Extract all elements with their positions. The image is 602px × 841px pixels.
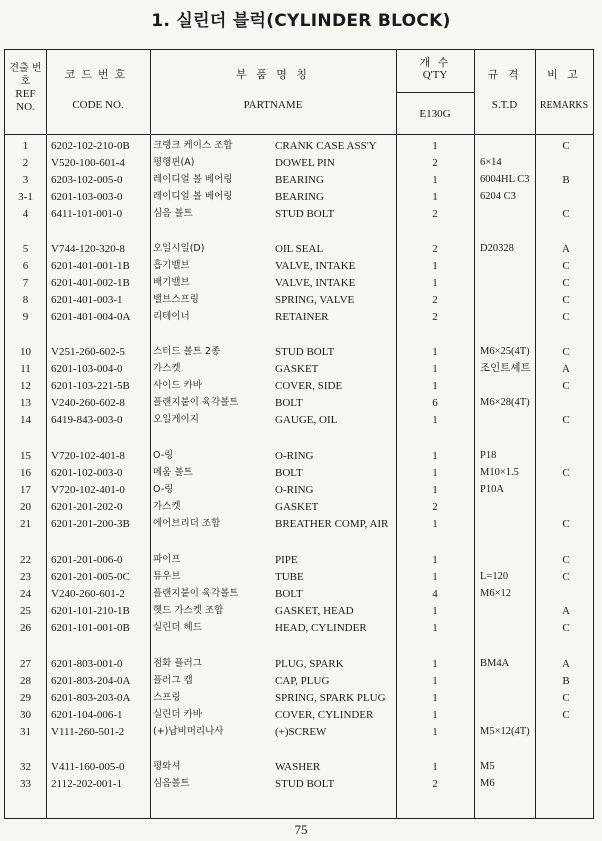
partname-en-cell: GASKET bbox=[275, 501, 319, 513]
partname-kr-cell: 심음 볼트 bbox=[153, 208, 193, 219]
ref-cell: 3 bbox=[22, 174, 29, 186]
partname-en-cell: BEARING bbox=[275, 191, 324, 203]
qty-cell: 1 bbox=[432, 622, 438, 634]
code-cell: 6419-843-003-0 bbox=[51, 414, 123, 426]
partname-en-cell: BOLT bbox=[275, 588, 303, 600]
code-cell: V111-260-501-2 bbox=[51, 726, 125, 738]
partname-kr-cell: 실린더 헤드 bbox=[153, 622, 202, 633]
table-row bbox=[5, 776, 595, 792]
remarks-cell: A bbox=[562, 605, 570, 617]
table-row bbox=[5, 344, 595, 360]
std-cell: M10×1.5 bbox=[480, 467, 519, 478]
remarks-header-kr: 비 고 bbox=[547, 68, 581, 81]
partname-en-cell: SPRING, SPARK PLUG bbox=[275, 692, 386, 704]
remarks-cell: C bbox=[562, 140, 570, 152]
ref-header-en: REF NO. bbox=[15, 88, 36, 113]
remarks-cell: C bbox=[562, 554, 570, 566]
partname-en-cell: RETAINER bbox=[275, 311, 329, 323]
qty-cell: 1 bbox=[432, 571, 438, 583]
partname-en-cell: GASKET bbox=[275, 363, 319, 375]
ref-cell: 5 bbox=[22, 243, 29, 255]
qty-cell: 1 bbox=[432, 692, 438, 704]
partname-en-cell: GASKET, HEAD bbox=[275, 605, 354, 617]
partname-en-cell: COVER, CYLINDER bbox=[275, 709, 374, 721]
code-cell: V240-260-601-2 bbox=[51, 588, 125, 600]
table-row bbox=[5, 206, 595, 222]
qty-cell: 1 bbox=[432, 277, 438, 289]
partname-kr-cell: 배기밸브 bbox=[153, 277, 190, 288]
model-header: E130G bbox=[419, 108, 451, 120]
table-row bbox=[5, 482, 595, 498]
qty-cell: 2 bbox=[432, 311, 438, 323]
partname-kr-cell: 메움 볼트 bbox=[153, 467, 193, 478]
remarks-cell: B bbox=[562, 174, 570, 186]
qty-divider bbox=[396, 92, 474, 93]
partname-kr-cell: 가스켓 bbox=[153, 363, 181, 374]
partname-en-cell: BREATHER COMP, AIR bbox=[275, 518, 389, 530]
ref-cell: 23 bbox=[20, 571, 31, 583]
partname-kr-cell: (+)납비머리나사 bbox=[153, 726, 224, 737]
std-cell: L=120 bbox=[480, 571, 509, 582]
code-cell: 6201-201-006-0 bbox=[51, 554, 123, 566]
partname-kr-cell: 오일게이지 bbox=[153, 414, 199, 425]
table-row bbox=[5, 690, 595, 706]
partname-en-cell: STUD BOLT bbox=[275, 346, 335, 358]
code-cell: 6201-103-003-0 bbox=[51, 191, 123, 203]
partname-en-cell: SPRING, VALVE bbox=[275, 294, 355, 306]
remarks-cell: C bbox=[562, 467, 570, 479]
ref-cell: 25 bbox=[20, 605, 31, 617]
code-cell: V240-260-602-8 bbox=[51, 397, 125, 409]
ref-cell: 9 bbox=[22, 311, 29, 323]
remarks-cell: C bbox=[562, 571, 570, 583]
partname-kr-cell: 가스켓 bbox=[153, 501, 181, 512]
partname-en-cell: STUD BOLT bbox=[275, 778, 335, 790]
ref-cell: 31 bbox=[20, 726, 31, 738]
table-row bbox=[5, 378, 595, 394]
partname-header-kr: 부 품 명 칭 bbox=[236, 68, 310, 81]
table-row bbox=[5, 499, 595, 515]
qty-cell: 1 bbox=[432, 467, 438, 479]
table-row bbox=[5, 292, 595, 308]
table-row bbox=[5, 138, 595, 154]
qty-cell: 1 bbox=[432, 675, 438, 687]
code-cell: 6201-401-001-1B bbox=[51, 260, 130, 272]
std-header-en: S.T.D bbox=[491, 99, 518, 111]
partname-kr-cell: 점화 플러그 bbox=[153, 658, 202, 669]
table-row bbox=[5, 656, 595, 672]
std-cell: M5×12(4T) bbox=[480, 726, 530, 737]
partname-header bbox=[150, 68, 396, 112]
std-cell: M6×28(4T) bbox=[480, 397, 530, 408]
partname-header-en: PARTNAME bbox=[243, 99, 303, 111]
code-cell: 6201-401-002-1B bbox=[51, 277, 130, 289]
table-row bbox=[5, 759, 595, 775]
partname-en-cell: (+)SCREW bbox=[275, 726, 327, 738]
ref-cell: 29 bbox=[20, 692, 31, 704]
ref-cell: 21 bbox=[20, 518, 31, 530]
table-row bbox=[5, 361, 595, 377]
ref-cell: 4 bbox=[22, 208, 29, 220]
std-cell: 6004HL C3 bbox=[480, 174, 530, 185]
code-cell: 6201-103-221-5B bbox=[51, 380, 130, 392]
page-title: 1. 실린더 블럭(CYLINDER BLOCK) bbox=[151, 11, 451, 31]
remarks-cell: C bbox=[562, 709, 570, 721]
ref-cell: 7 bbox=[22, 277, 29, 289]
qty-cell: 6 bbox=[432, 397, 438, 409]
code-cell: V720-102-401-0 bbox=[51, 484, 125, 496]
table-row bbox=[5, 275, 595, 291]
remarks-cell: C bbox=[562, 518, 570, 530]
ref-cell: 33 bbox=[20, 778, 31, 790]
partname-en-cell: O-RING bbox=[275, 484, 314, 496]
std-cell: M6 bbox=[480, 778, 495, 789]
code-cell: 6201-803-001-0 bbox=[51, 658, 123, 670]
partname-kr-cell: 파이프 bbox=[153, 554, 181, 565]
partname-en-cell: TUBE bbox=[275, 571, 304, 583]
partname-en-cell: GAUGE, OIL bbox=[275, 414, 338, 426]
ref-cell: 2 bbox=[22, 157, 29, 169]
code-cell: 6203-102-005-0 bbox=[51, 174, 123, 186]
qty-cell: 1 bbox=[432, 260, 438, 272]
partname-kr-cell: 튜우브 bbox=[153, 571, 181, 582]
qty-cell: 2 bbox=[432, 778, 438, 790]
code-cell: V720-102-401-8 bbox=[51, 450, 125, 462]
partname-kr-cell: 오일시일(D) bbox=[153, 243, 205, 254]
qty-cell: 1 bbox=[432, 761, 438, 773]
partname-kr-cell: 심음볼트 bbox=[153, 778, 190, 789]
remarks-cell: C bbox=[562, 277, 570, 289]
code-cell: 6201-803-204-0A bbox=[51, 675, 131, 687]
std-cell: M6×12 bbox=[480, 588, 512, 599]
partname-en-cell: BOLT bbox=[275, 397, 303, 409]
ref-cell: 12 bbox=[20, 380, 31, 392]
ref-header bbox=[5, 62, 46, 114]
remarks-header bbox=[535, 68, 593, 112]
std-cell: 조인트셰트 bbox=[480, 363, 531, 374]
code-cell: 6411-101-001-0 bbox=[51, 208, 123, 220]
partname-kr-cell: 실린더 카바 bbox=[153, 709, 202, 720]
partname-kr-cell: 평행핀(A) bbox=[153, 157, 195, 168]
ref-cell: 28 bbox=[20, 675, 31, 687]
table-row bbox=[5, 603, 595, 619]
code-cell: 6201-201-005-0C bbox=[51, 571, 130, 583]
std-cell: BM4A bbox=[480, 658, 510, 669]
ref-header-kr: 견출 번호 bbox=[9, 63, 42, 87]
ref-cell: 6 bbox=[22, 260, 29, 272]
header-divider bbox=[5, 134, 593, 135]
ref-cell: 32 bbox=[20, 761, 31, 773]
partname-en-cell: PIPE bbox=[275, 554, 298, 566]
code-cell: 6201-102-003-0 bbox=[51, 467, 123, 479]
code-cell: 6201-401-003-1 bbox=[51, 294, 123, 306]
partname-en-cell: BEARING bbox=[275, 174, 324, 186]
remarks-cell: C bbox=[562, 622, 570, 634]
qty-header-en: Q'TY bbox=[422, 69, 448, 81]
partname-kr-cell: 레이디얼 볼 베어링 bbox=[153, 174, 233, 185]
table-row bbox=[5, 395, 595, 411]
qty-cell: 1 bbox=[432, 605, 438, 617]
qty-cell: 1 bbox=[432, 518, 438, 530]
qty-cell: 1 bbox=[432, 414, 438, 426]
partname-kr-cell: 크랭크 케이스 조합 bbox=[153, 140, 233, 151]
partname-kr-cell: 플러그 캡 bbox=[153, 675, 193, 686]
code-cell: 2112-202-001-1 bbox=[51, 778, 123, 790]
qty-cell: 1 bbox=[432, 709, 438, 721]
qty-cell: 1 bbox=[432, 380, 438, 392]
qty-cell: 1 bbox=[432, 554, 438, 566]
ref-cell: 11 bbox=[20, 363, 31, 375]
qty-cell: 1 bbox=[432, 363, 438, 375]
page-number: 75 bbox=[294, 822, 308, 837]
code-cell: 6201-101-001-0B bbox=[51, 622, 130, 634]
table-row bbox=[5, 155, 595, 171]
code-cell: 6201-201-202-0 bbox=[51, 501, 123, 513]
std-header bbox=[474, 68, 535, 112]
code-cell: V520-100-601-4 bbox=[51, 157, 125, 169]
partname-kr-cell: 평와셔 bbox=[153, 761, 181, 772]
table-row bbox=[5, 586, 595, 602]
partname-en-cell: CAP, PLUG bbox=[275, 675, 330, 687]
partname-en-cell: VALVE, INTAKE bbox=[275, 260, 356, 272]
parts-table bbox=[4, 49, 594, 819]
table-row bbox=[5, 620, 595, 636]
table-row bbox=[5, 552, 595, 568]
partname-en-cell: BOLT bbox=[275, 467, 303, 479]
table-row bbox=[5, 673, 595, 689]
qty-cell: 1 bbox=[432, 726, 438, 738]
partname-kr-cell: 흡기밸브 bbox=[153, 260, 190, 271]
partname-kr-cell: 스터드 볼트 2종 bbox=[153, 346, 221, 357]
partname-kr-cell: 사이드 카바 bbox=[153, 380, 202, 391]
code-cell: 6201-103-004-0 bbox=[51, 363, 123, 375]
table-row bbox=[5, 569, 595, 585]
table-row bbox=[5, 465, 595, 481]
qty-cell: 2 bbox=[432, 157, 438, 169]
partname-kr-cell: 에어브리더 조합 bbox=[153, 518, 221, 529]
remarks-cell: C bbox=[562, 346, 570, 358]
partname-en-cell: O-RING bbox=[275, 450, 314, 462]
table-row bbox=[5, 241, 595, 257]
partname-kr-cell: 밸브스프링 bbox=[153, 294, 199, 305]
std-cell: 6204 C3 bbox=[480, 191, 516, 202]
ref-cell: 15 bbox=[20, 450, 31, 462]
qty-cell: 1 bbox=[432, 140, 438, 152]
qty-cell: 1 bbox=[432, 484, 438, 496]
std-cell: 6×14 bbox=[480, 157, 502, 168]
table-row bbox=[5, 516, 595, 532]
partname-en-cell: COVER, SIDE bbox=[275, 380, 343, 392]
table-row bbox=[5, 258, 595, 274]
ref-cell: 14 bbox=[20, 414, 31, 426]
partname-kr-cell: O-링 bbox=[153, 450, 174, 461]
partname-en-cell: DOWEL PIN bbox=[275, 157, 335, 169]
partname-kr-cell: 플랜지붙이 육각볼트 bbox=[153, 397, 239, 408]
partname-en-cell: VALVE, INTAKE bbox=[275, 277, 356, 289]
ref-cell: 20 bbox=[20, 501, 31, 513]
table-row bbox=[5, 724, 595, 740]
remarks-cell: A bbox=[562, 658, 570, 670]
ref-cell: 17 bbox=[20, 484, 31, 496]
partname-kr-cell: 헷드 가스켓 조합 bbox=[153, 605, 224, 616]
qty-header-kr: 개 수 bbox=[419, 56, 451, 69]
ref-cell: 30 bbox=[20, 709, 31, 721]
table-row bbox=[5, 172, 595, 188]
ref-cell: 10 bbox=[20, 346, 31, 358]
ref-cell: 8 bbox=[22, 294, 29, 306]
std-cell: P18 bbox=[480, 450, 497, 461]
remarks-cell: A bbox=[562, 363, 570, 375]
ref-cell: 27 bbox=[20, 658, 31, 670]
std-cell: P10A bbox=[480, 484, 504, 495]
remarks-cell: C bbox=[562, 380, 570, 392]
code-header-en: CODE NO. bbox=[72, 99, 124, 111]
partname-en-cell: STUD BOLT bbox=[275, 208, 335, 220]
code-cell: 6201-101-210-1B bbox=[51, 605, 130, 617]
qty-cell: 2 bbox=[432, 243, 438, 255]
qty-cell: 2 bbox=[432, 208, 438, 220]
code-cell: 6201-401-004-0A bbox=[51, 311, 131, 323]
remarks-cell: C bbox=[562, 692, 570, 704]
std-cell: M6×25(4T) bbox=[480, 346, 530, 357]
code-cell: 6202-102-210-0B bbox=[51, 140, 130, 152]
qty-cell: 4 bbox=[432, 588, 438, 600]
remarks-cell: C bbox=[562, 414, 570, 426]
ref-cell: 16 bbox=[20, 467, 31, 479]
qty-cell: 2 bbox=[432, 501, 438, 513]
code-cell: V251-260-602-5 bbox=[51, 346, 125, 358]
partname-kr-cell: O-링 bbox=[153, 484, 174, 495]
table-row bbox=[5, 189, 595, 205]
std-cell: M5 bbox=[480, 761, 495, 772]
partname-en-cell: PLUG, SPARK bbox=[275, 658, 344, 670]
table-row bbox=[5, 448, 595, 464]
qty-cell: 1 bbox=[432, 346, 438, 358]
remarks-cell: A bbox=[562, 243, 570, 255]
table-row bbox=[5, 412, 595, 428]
ref-cell: 1 bbox=[22, 140, 29, 152]
ref-cell: 3-1 bbox=[18, 191, 33, 203]
table-row bbox=[5, 707, 595, 723]
code-header bbox=[46, 68, 150, 112]
partname-kr-cell: 스프링 bbox=[153, 692, 181, 703]
remarks-cell: C bbox=[562, 208, 570, 220]
remarks-cell: B bbox=[562, 675, 570, 687]
remarks-cell: C bbox=[562, 294, 570, 306]
partname-en-cell: WASHER bbox=[275, 761, 321, 773]
std-header-kr: 규 격 bbox=[487, 68, 522, 81]
qty-cell: 2 bbox=[432, 294, 438, 306]
code-header-kr: 코드번호 bbox=[64, 68, 132, 81]
code-cell: 6201-104-006-1 bbox=[51, 709, 123, 721]
remarks-header-en: REMARKS bbox=[539, 100, 589, 111]
partname-en-cell: CRANK CASE ASS'Y bbox=[275, 140, 377, 152]
code-cell: V744-120-320-8 bbox=[51, 243, 125, 255]
partname-en-cell: OIL SEAL bbox=[275, 243, 324, 255]
ref-cell: 24 bbox=[20, 588, 31, 600]
partname-kr-cell: 레이디얼 볼 베어링 bbox=[153, 191, 233, 202]
partname-en-cell: HEAD, CYLINDER bbox=[275, 622, 367, 634]
remarks-cell: C bbox=[562, 260, 570, 272]
qty-header bbox=[396, 56, 474, 82]
ref-cell: 26 bbox=[20, 622, 31, 634]
partname-kr-cell: 리테이너 bbox=[153, 311, 190, 322]
remarks-cell: C bbox=[562, 311, 570, 323]
ref-cell: 13 bbox=[20, 397, 31, 409]
code-cell: 6201-201-200-3B bbox=[51, 518, 130, 530]
code-cell: V411-160-005-0 bbox=[51, 761, 125, 773]
ref-cell: 22 bbox=[20, 554, 31, 566]
qty-cell: 1 bbox=[432, 450, 438, 462]
qty-cell: 1 bbox=[432, 191, 438, 203]
qty-cell: 1 bbox=[432, 658, 438, 670]
partname-kr-cell: 플랜지붙이 육각볼트 bbox=[153, 588, 239, 599]
std-cell: D20328 bbox=[480, 243, 514, 254]
code-cell: 6201-803-203-0A bbox=[51, 692, 131, 704]
table-row bbox=[5, 309, 595, 325]
qty-cell: 1 bbox=[432, 174, 438, 186]
